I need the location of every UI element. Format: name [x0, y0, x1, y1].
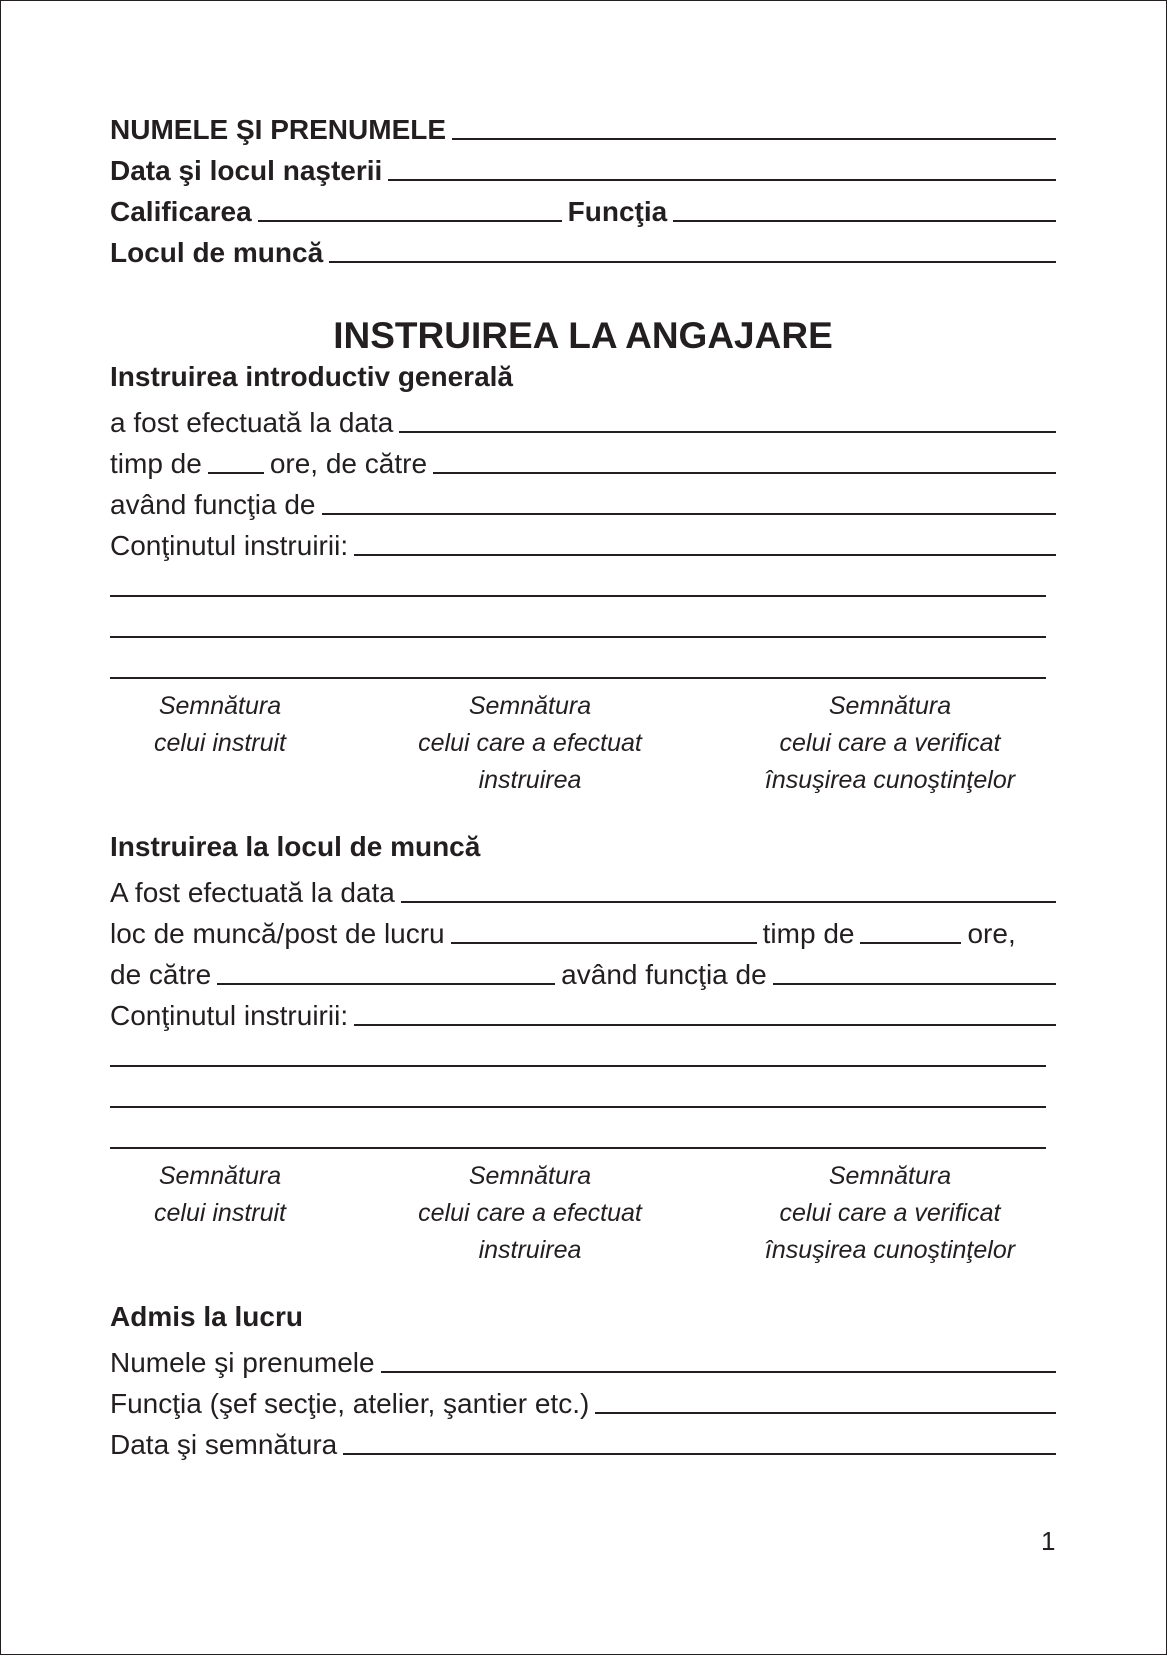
workplace-post-field[interactable] — [451, 914, 757, 944]
workplace-content-line[interactable] — [110, 1072, 1046, 1113]
qualification-row — [110, 186, 1056, 227]
workplace-label: Locul de muncă — [110, 237, 324, 268]
general-date-field[interactable] — [399, 403, 1056, 433]
form-content — [110, 104, 1056, 1460]
qualification-field[interactable] — [258, 192, 562, 222]
birth-label: Data şi locul naşterii — [110, 155, 383, 186]
general-hours-field[interactable] — [208, 444, 264, 474]
general-content-field[interactable] — [354, 526, 1056, 556]
workplace-heading: Instruirea la locul de muncă — [110, 831, 481, 862]
workplace-date-field[interactable] — [401, 873, 1056, 903]
page-title: INSTRUIREA LA ANGAJARE — [333, 315, 833, 356]
workplace-by-row — [110, 949, 1056, 990]
general-content-line[interactable] — [110, 561, 1046, 602]
function-field[interactable] — [673, 192, 1056, 222]
workplace-hours-label: ore, — [967, 918, 1016, 949]
admission-function-field[interactable] — [595, 1384, 1056, 1414]
general-content-line[interactable] — [110, 643, 1046, 684]
workplace-role-field[interactable] — [773, 955, 1056, 985]
name-row — [110, 104, 1056, 145]
workplace-content-row — [110, 990, 1056, 1031]
admission-date-row — [110, 1419, 1056, 1460]
trainee-signature: Semnătura celui instruit — [154, 1162, 286, 1227]
workplace-content-line[interactable] — [110, 1113, 1046, 1154]
verifier-signature: Semnătura celui care a verificat însuşirea cunoştinţelor — [764, 692, 1016, 794]
general-content-line[interactable] — [110, 602, 1046, 643]
workplace-content-label: Conţinutul instruirii: — [110, 1000, 349, 1031]
workplace-content-line[interactable] — [110, 1031, 1046, 1072]
qualification-label: Calificarea — [110, 196, 252, 227]
workplace-post-label: loc de muncă/post de lucru — [110, 918, 445, 949]
admission-name-field[interactable] — [381, 1343, 1056, 1373]
workplace-hours-field[interactable] — [860, 914, 961, 944]
general-role-field[interactable] — [322, 485, 1057, 515]
page-number: 1 — [1041, 1526, 1056, 1556]
general-date-row — [110, 397, 1056, 438]
workplace-role-label: având funcţia de — [561, 959, 767, 990]
trainee-signature: Semnătura celui instruit — [154, 692, 286, 757]
admission-function-label: Funcţia (şef secţie, atelier, şantier etc.) — [110, 1388, 590, 1419]
workplace-row — [110, 227, 1056, 268]
general-signatures — [110, 688, 1056, 792]
admission-name-row — [110, 1337, 1056, 1378]
general-hours-by-label: ore, de către — [269, 448, 428, 479]
function-label: Funcţia — [567, 196, 668, 227]
general-heading: Instruirea introductiv generală — [110, 361, 513, 392]
workplace-content-field[interactable] — [354, 996, 1056, 1026]
name-label: NUMELE ŞI PRENUMELE — [110, 114, 447, 145]
workplace-field[interactable] — [329, 233, 1056, 263]
birth-row — [110, 145, 1056, 186]
admission-function-row — [110, 1378, 1056, 1419]
general-role-row — [110, 479, 1056, 520]
workplace-date-row — [110, 867, 1056, 908]
general-trainer-field[interactable] — [433, 444, 1056, 474]
workplace-signatures — [110, 1158, 1056, 1262]
workplace-time-label: timp de — [762, 918, 855, 949]
name-field[interactable] — [452, 110, 1056, 140]
workplace-date-label: A fost efectuată la data — [110, 877, 395, 908]
trainer-signature: Semnătura celui care a efectuat instruirea — [418, 692, 642, 794]
verifier-signature: Semnătura celui care a verificat însuşirea cunoştinţelor — [764, 1162, 1016, 1264]
admission-name-label: Numele şi prenumele — [110, 1347, 375, 1378]
general-time-label: timp de — [110, 448, 202, 479]
general-date-label: a fost efectuată la data — [110, 407, 394, 438]
general-content-label: Conţinutul instruirii: — [110, 530, 349, 561]
admission-heading: Admis la lucru — [110, 1301, 303, 1332]
general-content-row — [110, 520, 1056, 561]
general-role-label: având funcţia de — [110, 489, 316, 520]
workplace-trainer-field[interactable] — [217, 955, 555, 985]
admission-date-label: Data şi semnătura — [110, 1429, 338, 1460]
birth-field[interactable] — [388, 151, 1056, 181]
trainer-signature: Semnătura celui care a efectuat instruirea — [418, 1162, 642, 1264]
workplace-by-label: de către — [110, 959, 212, 990]
workplace-post-row — [110, 908, 1056, 949]
admission-date-sign-field[interactable] — [343, 1425, 1056, 1455]
general-time-row — [110, 438, 1056, 479]
